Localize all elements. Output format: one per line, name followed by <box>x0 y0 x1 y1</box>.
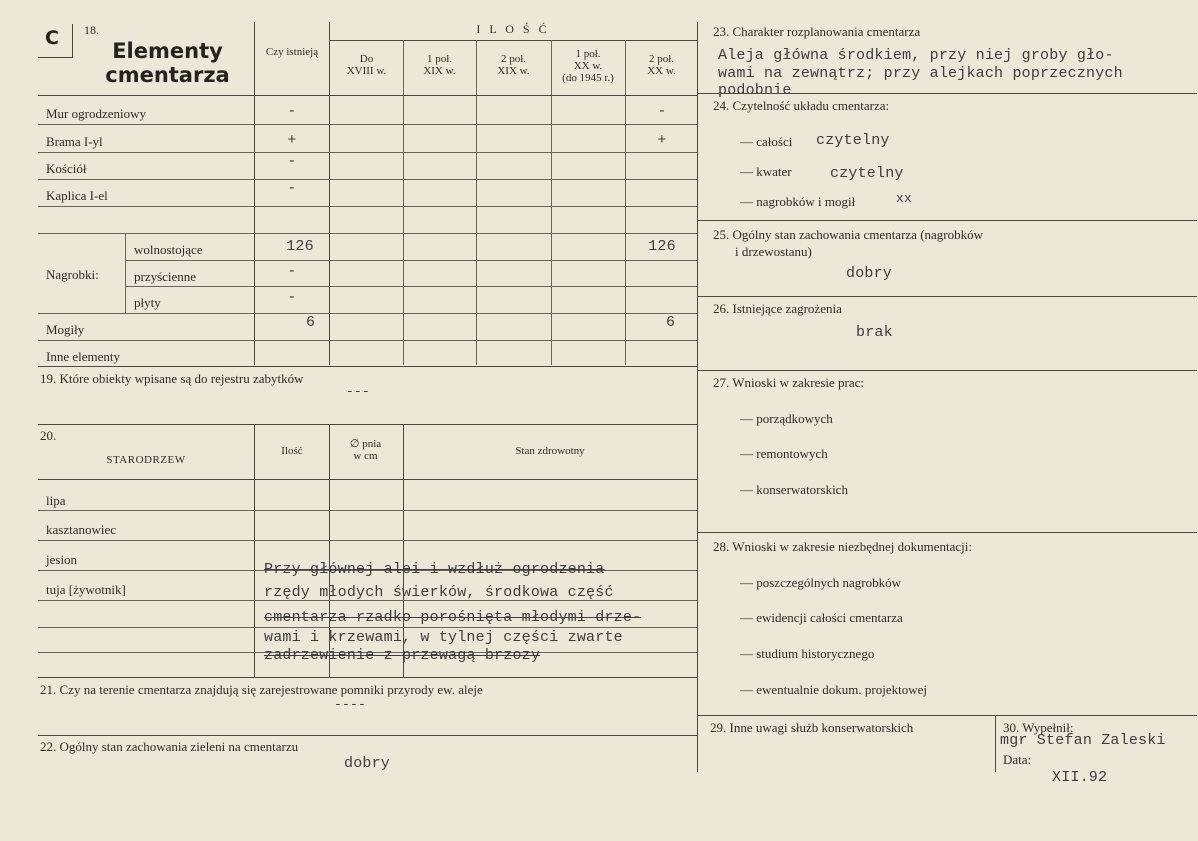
period-header-2 <box>476 53 551 77</box>
s24-item-0-value: czytelny <box>816 132 890 149</box>
s26-label: 26. Istniejące zagrożenia <box>713 301 842 316</box>
row-label-mur: Mur ogrodzeniowy <box>46 106 147 121</box>
period-header-3 <box>551 48 625 84</box>
s20-title: STARODRZEW <box>106 454 186 466</box>
s30-label: 30. Wypełnił: <box>1003 720 1074 735</box>
period-header-4 <box>625 53 698 77</box>
period-2-l2: XIX w. <box>497 65 530 78</box>
s30-date: XII.92 <box>1052 769 1108 786</box>
s20-note-line-4: wami i krzewami, w tylnej części zwarte <box>264 629 623 646</box>
row-label-plyty: płyty <box>134 295 161 310</box>
s18-number: 18. <box>84 23 99 37</box>
s27-label: 27. Wnioski w zakresie prac: <box>713 375 865 390</box>
kaplica-exists-value: - <box>287 180 297 197</box>
brama-exists-value: + <box>287 132 297 149</box>
s25-label-l2: i drzewostanu) <box>735 244 812 259</box>
s27-item-1: — remontowych <box>740 446 828 461</box>
przysc-exists-value: - <box>287 263 297 280</box>
s20-note-line-5: zadrzewienie z przewagą brzozy <box>264 647 541 664</box>
s25-label-l1: 25. Ogólny stan zachowania cmentarza (nagrobków <box>713 227 984 242</box>
row-label-inne: Inne elementy <box>46 349 120 364</box>
period-1-l1: 1 poł. <box>426 53 453 65</box>
period-4-l1: 2 poł. <box>648 53 675 65</box>
mogily-exists-value: 6 <box>306 314 316 331</box>
s24-item-1-label: — kwater <box>740 164 792 179</box>
s25-value: dobry <box>846 265 893 282</box>
period-header-0 <box>330 53 403 77</box>
s20-col-diam-l2: w cm <box>353 450 378 463</box>
s19-value: --- <box>346 384 371 399</box>
mogily-xx2-value: 6 <box>666 314 676 331</box>
wolno-xx2-value: 126 <box>648 238 676 255</box>
s22-value: dobry <box>344 755 391 772</box>
tree-kasztanowiec: kasztanowiec <box>46 522 117 537</box>
s28-item-0: — poszczególnych nagrobków <box>740 575 902 590</box>
period-3-l1: 1 poł. <box>575 48 601 60</box>
s29-label: 29. Inne uwagi służb konserwatorskich <box>710 720 914 735</box>
row-label-kaplica: Kaplica I-el <box>46 188 108 203</box>
s23-line-2: wami na zewnątrz; przy alejkach poprzecznych <box>718 65 1123 82</box>
s21-value: ---- <box>334 697 367 712</box>
s20-col-diam-l1: ∅ pnia <box>349 438 382 450</box>
s19-label: 19. Które obiekty wpisane są do rejestru zabytków <box>40 371 304 386</box>
s26-value: brak <box>856 324 893 341</box>
period-1-l2: XIX w. <box>423 65 456 78</box>
row-label-kosciol: Kościół <box>46 161 87 176</box>
s20-col-qty: Ilość <box>281 445 303 457</box>
period-3-l3: (do 1945 r.) <box>562 72 614 85</box>
period-2-l1: 2 poł. <box>500 53 527 65</box>
s30-name: mgr Stefan Zaleski <box>1000 732 1166 749</box>
s23-label: 23. Charakter rozplanowania cmentarza <box>713 24 921 39</box>
tree-tuja: tuja [żywotnik] <box>46 582 126 597</box>
row-label-wolno: wolnostojące <box>134 242 203 257</box>
s18-title-line2: cmentarza <box>105 62 230 87</box>
period-0-l2: XVIII w. <box>346 65 387 78</box>
s24-item-1-value: czytelny <box>830 165 904 182</box>
plyty-exists-value: - <box>287 289 297 306</box>
s30-date-label: Data: <box>1003 752 1032 767</box>
period-0-l1: Do <box>359 53 374 65</box>
s24-item-2-label: — nagrobków i mogił <box>740 194 856 209</box>
kosciol-exists-value: - <box>287 153 297 170</box>
s24-label: 24. Czytelność układu cmentarza: <box>713 98 890 113</box>
section-letter: C <box>45 27 59 49</box>
row-label-mogily: Mogiły <box>46 322 85 337</box>
s28-item-2: — studium historycznego <box>740 646 875 661</box>
s20-col-diam <box>329 438 402 462</box>
s22-label: 22. Ogólny stan zachowania zieleni na cmentarzu <box>40 739 299 754</box>
s20-col-health: Stan zdrowotny <box>515 445 585 457</box>
period-3-l2: XX w. <box>573 60 603 73</box>
s21-label: 21. Czy na terenie cmentarza znajdują się zarejestrowane pomniki przyrody ew. aleje <box>40 682 483 697</box>
row-label-przysc: przyścienne <box>134 269 197 284</box>
row-label-nagrobki: Nagrobki: <box>46 267 99 282</box>
s20-number: 20. <box>40 428 57 443</box>
period-4-l2: XX w. <box>647 65 676 78</box>
tree-jesion: jesion <box>46 552 78 567</box>
s28-item-3: — ewentualnie dokum. projektowej <box>740 682 928 697</box>
mur-xx2-value: - <box>657 103 667 120</box>
s20-note-line-3: cmentarza rzadko porośnięta młodymi drze- <box>264 609 642 626</box>
s24-item-0-label: — całości <box>740 134 793 149</box>
s28-label: 28. Wnioski w zakresie niezbędnej dokumentacji: <box>713 539 972 554</box>
s24-item-2-value: xx <box>896 191 913 206</box>
mur-exists-value: - <box>287 103 297 120</box>
row-label-brama: Brama I-yl <box>46 134 103 149</box>
tree-lipa: lipa <box>46 493 66 508</box>
s18-title-line1: Elementy <box>112 39 223 63</box>
s27-item-2: — konserwatorskich <box>740 482 848 497</box>
brama-xx2-value: + <box>657 132 667 149</box>
s27-item-0: — porządkowych <box>740 411 833 426</box>
s18-title <box>100 40 235 87</box>
period-header-1 <box>403 53 476 77</box>
s20-note-line-1: Przy głównej alei i wzdłuż ogrodzenia <box>264 561 605 578</box>
s20-note-line-2: rzędy młodych świerków, środkowa część <box>264 584 614 601</box>
s23-line-1: Aleja główna środkiem, przy niej groby gło- <box>718 47 1114 64</box>
col-quantity-header: I L O Ś Ć <box>476 22 550 36</box>
col-exists-header: Czy istnieją <box>265 46 319 58</box>
s28-item-1: — ewidencji całości cmentarza <box>740 610 903 625</box>
s23-line-3: podobnie <box>718 82 792 99</box>
wolno-exists-value: 126 <box>286 238 314 255</box>
